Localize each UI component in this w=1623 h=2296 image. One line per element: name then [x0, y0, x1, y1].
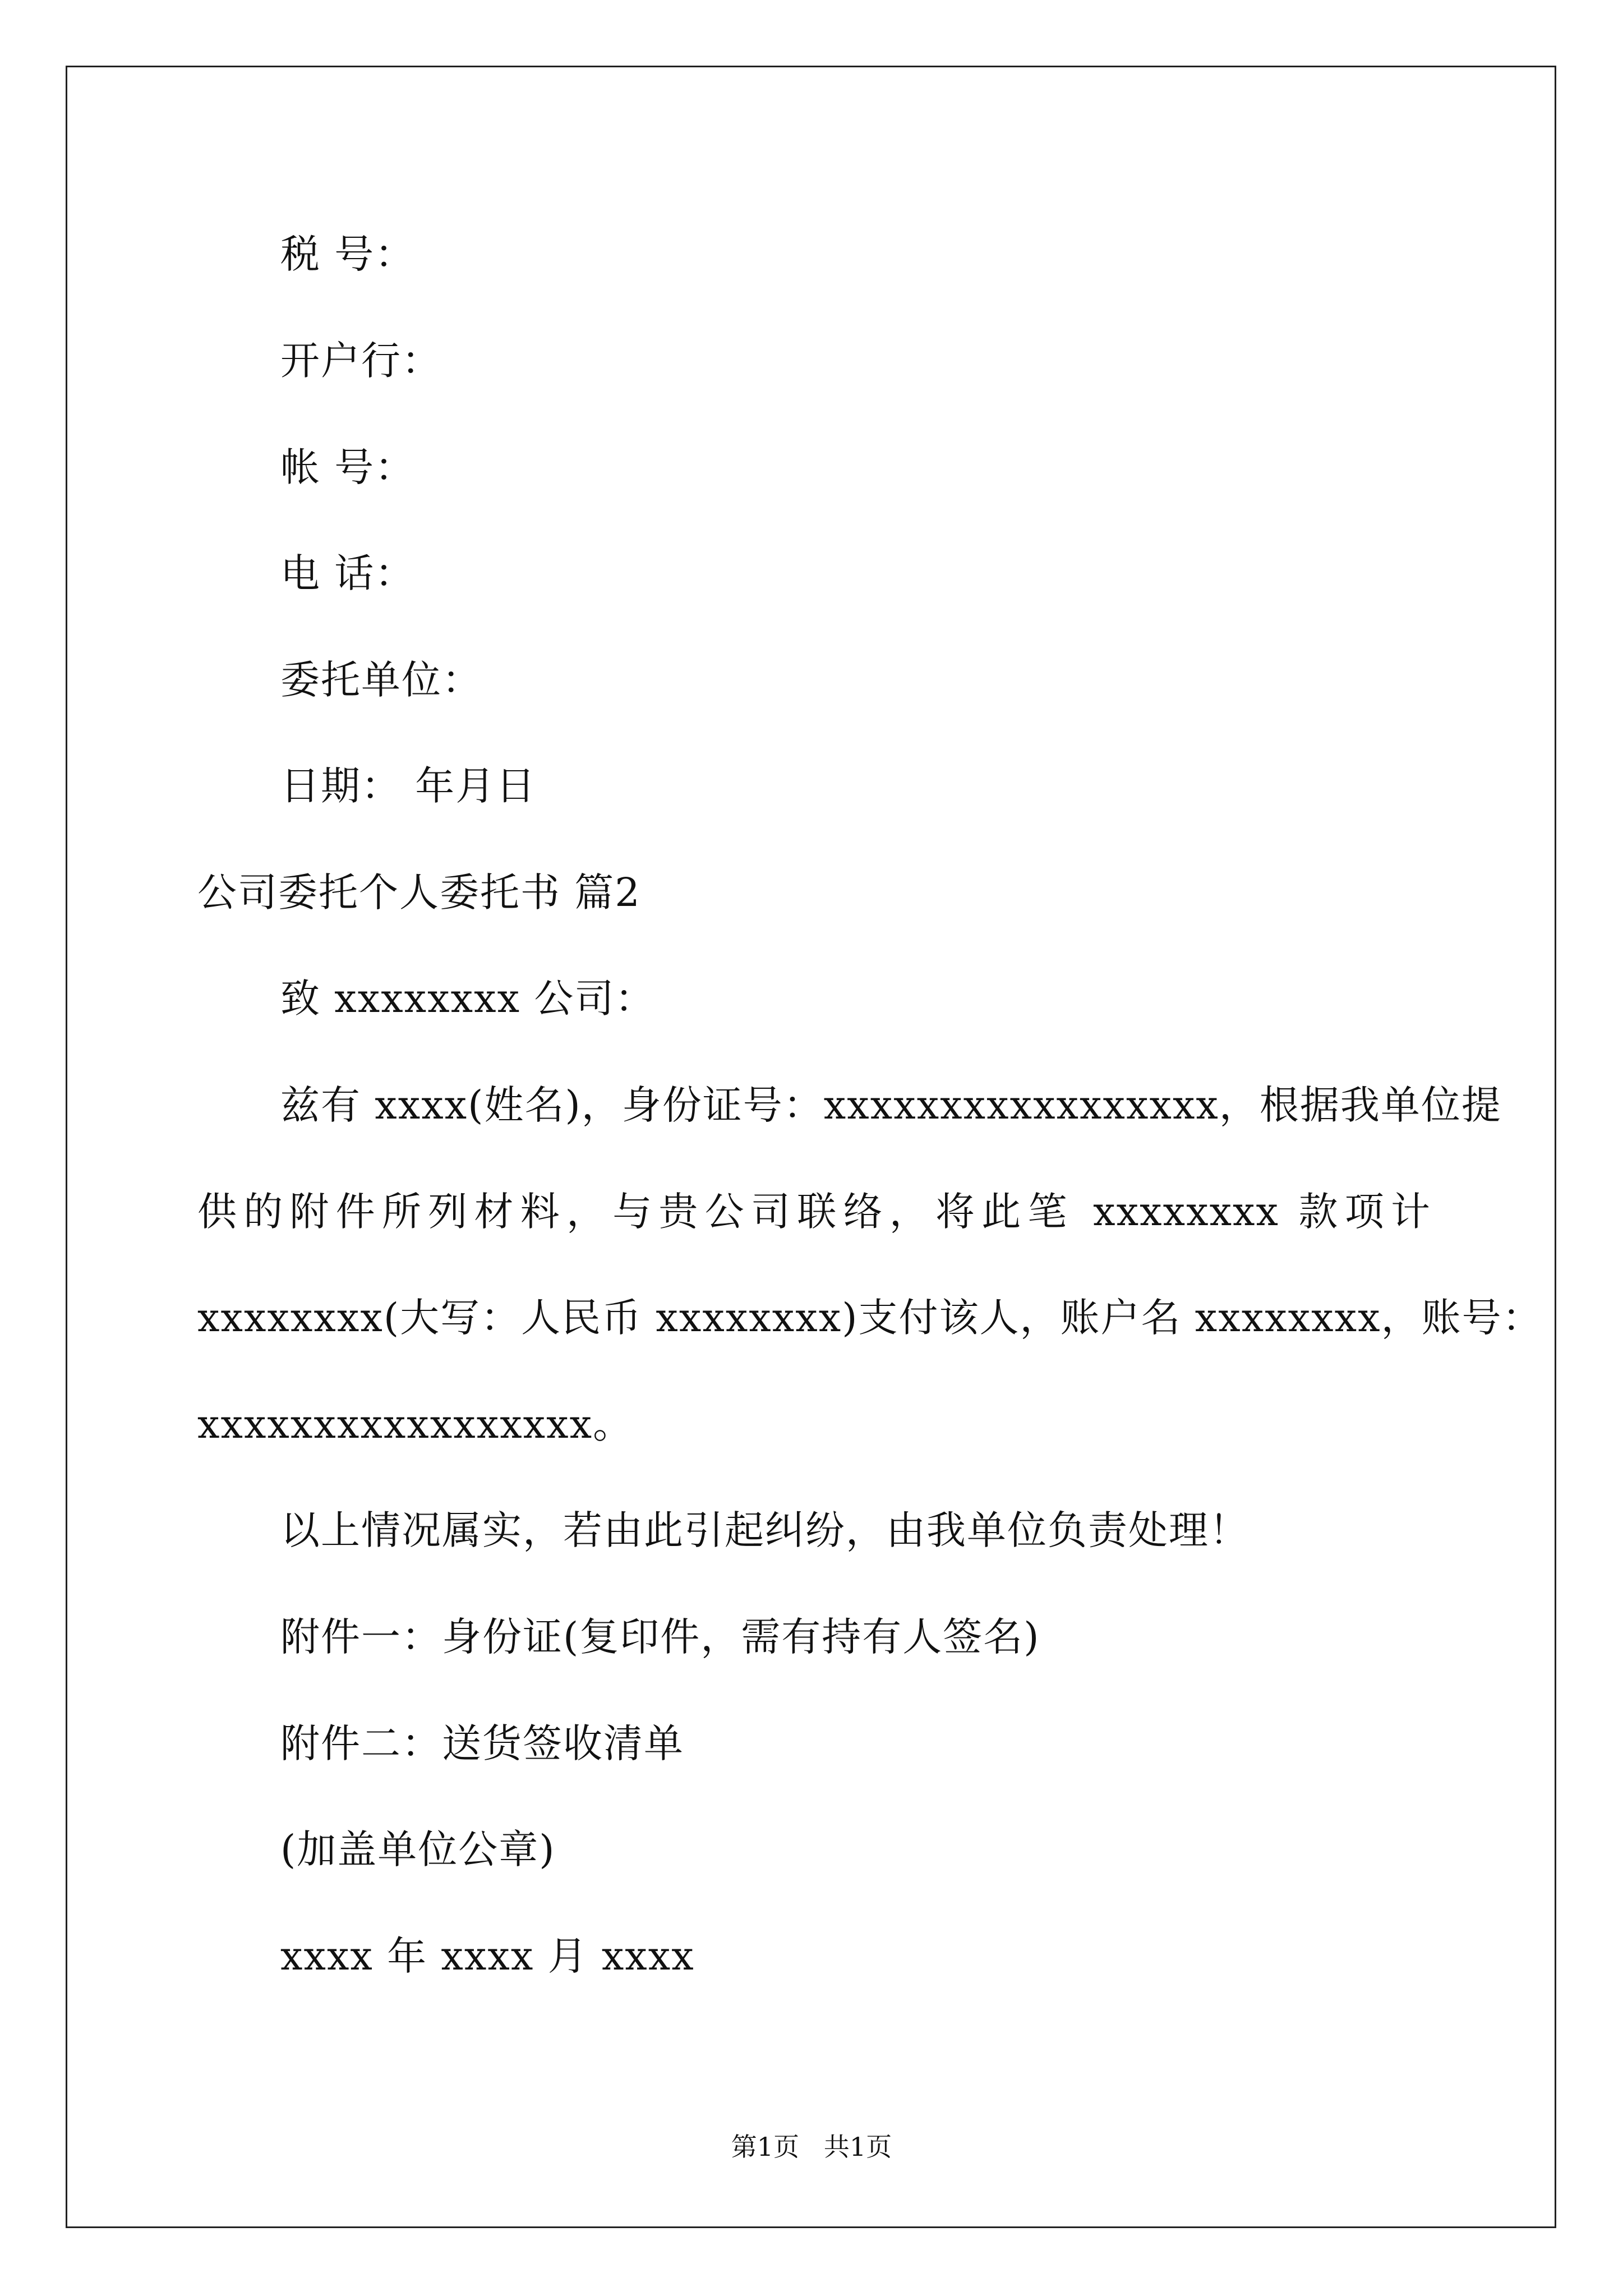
entrusting-unit-label: 委托单位： [280, 657, 482, 703]
page-footer: 第1页 共1页 [731, 2132, 892, 2162]
page-border [66, 66, 1556, 2228]
phone-label: 电 话： [280, 550, 416, 596]
section-heading: 公司委托个人委托书 篇2 [197, 869, 641, 915]
body-paragraph-line-1: 兹有 xxxx(姓名)，身份证号：xxxxxxxxxxxxxxxxx，根据我单位提 [280, 1082, 1502, 1128]
tax-number-label: 税 号： [280, 231, 416, 277]
signed-date: xxxx 年 xxxx 月 xxxx [280, 1933, 695, 1979]
attachment-one: 附件一：身份证(复印件，需有持有人签名) [280, 1614, 1040, 1660]
salutation: 致 xxxxxxxx 公司： [280, 976, 656, 1022]
date-label: 日期： 年月日 [280, 763, 537, 809]
attachment-two: 附件二：送货签收清单 [280, 1720, 684, 1766]
body-paragraph-line-3: xxxxxxxx(大写：人民币 xxxxxxxx)支付该人，账户名 xxxxxxxx，账号： [197, 1295, 1543, 1341]
body-paragraph-line-4: xxxxxxxxxxxxxxxxx。 [197, 1401, 634, 1447]
responsibility-statement: 以上情况属实，若由此引起纠纷，由我单位负责处理！ [280, 1507, 1249, 1553]
body-paragraph-line-2: 供的附件所列材料，与贵公司联络，将此笔 xxxxxxxx 款项计 [197, 1189, 1431, 1235]
account-label: 帐 号： [280, 444, 416, 490]
seal-note: (加盖单位公章) [280, 1826, 556, 1872]
bank-label: 开户行： [280, 338, 442, 384]
